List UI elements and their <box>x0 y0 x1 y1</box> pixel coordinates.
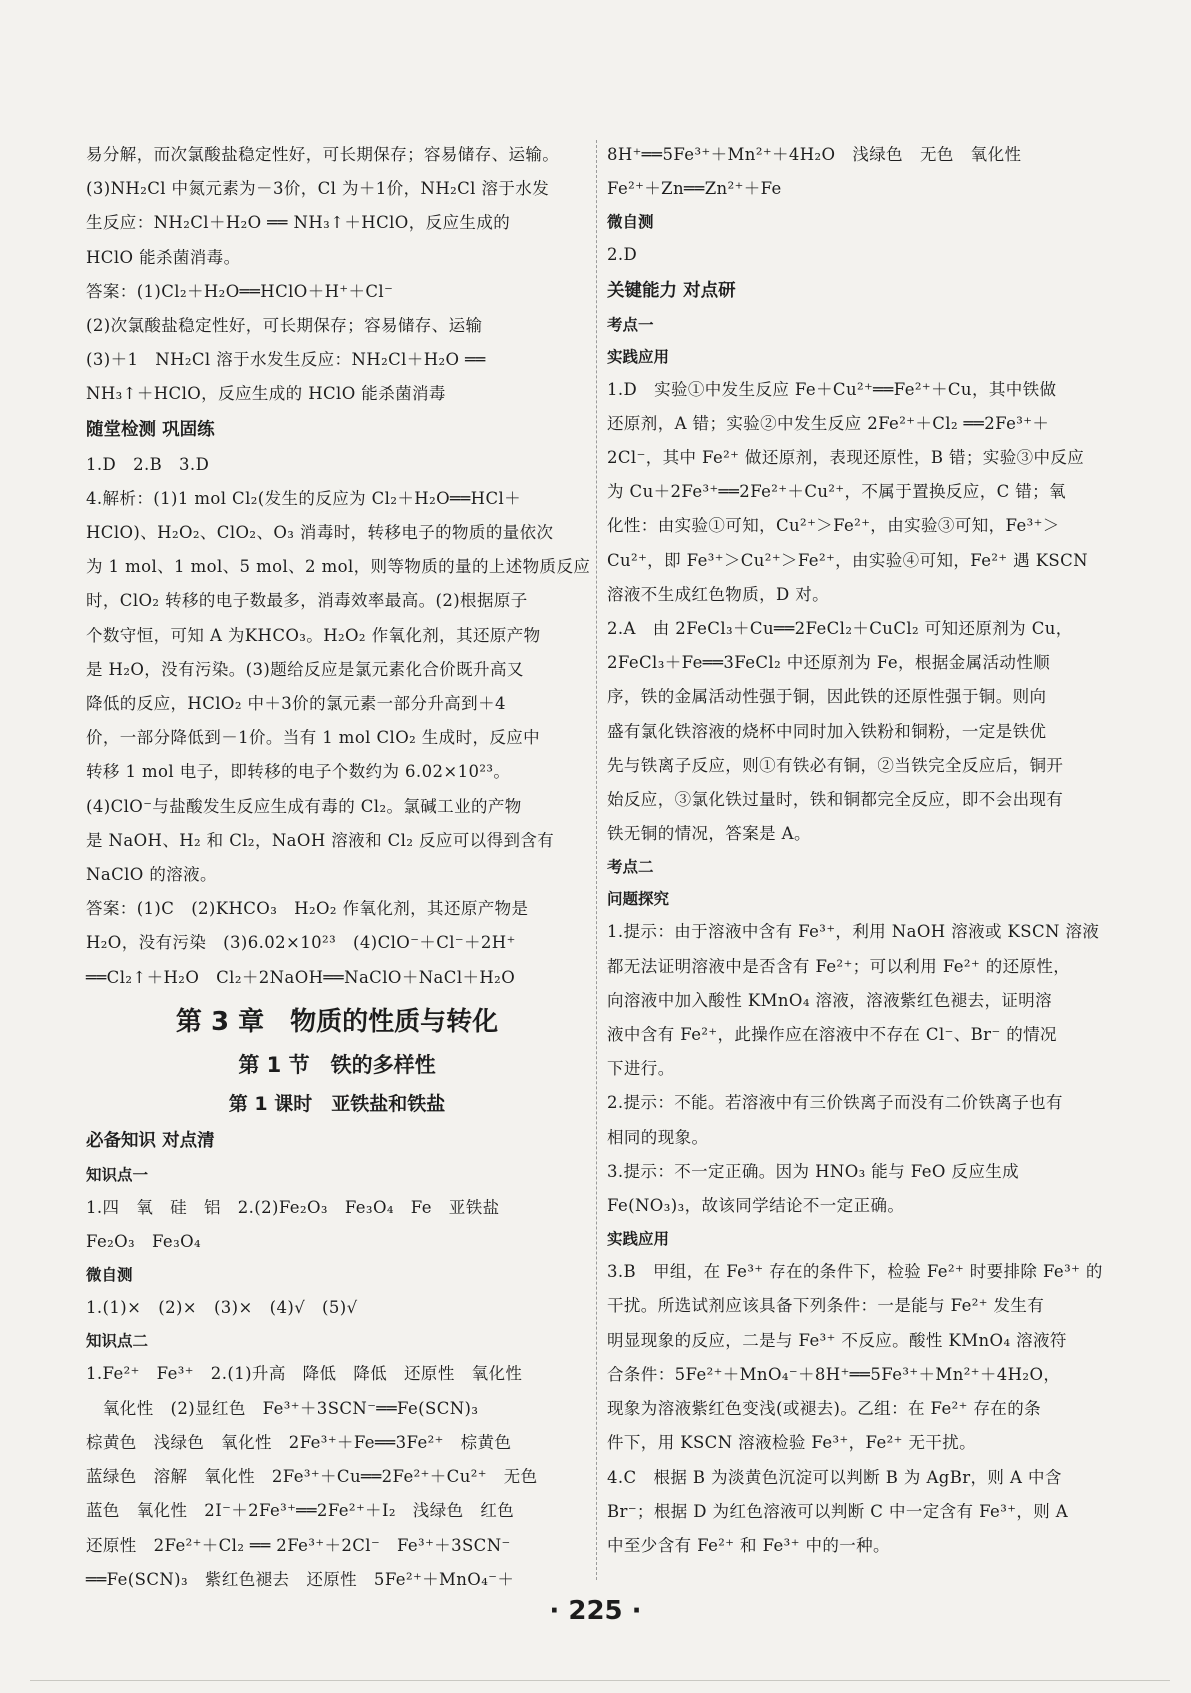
left-line-2: 生反应：NH₂Cl＋H₂O ══ NH₃↑＋HClO，反应生成的 <box>86 213 511 233</box>
left-line-1: (3)NH₂Cl 中氮元素为－3价，Cl 为＋1价，NH₂Cl 溶于水发 <box>86 179 550 199</box>
right-line-7: 1.D 实验①中发生反应 Fe＋Cu²⁺══Fe²⁺＋Cu，其中铁做 <box>607 379 1057 399</box>
right-line-37: 现象为溶液紫红色变浅(或褪去)。乙组：在 Fe²⁺ 存在的条 <box>607 1399 1041 1419</box>
left-line-17: 价，一部分降低到－1价。当有 1 mol ClO₂ 生成时，反应中 <box>86 728 541 748</box>
left-line-40: 还原性 2Fe²⁺＋Cl₂ ══ 2Fe³⁺＋2Cl⁻ Fe³⁺＋3SCN⁻ <box>86 1535 511 1555</box>
left-line-41: ══Fe(SCN)₃ 紫红色褪去 还原性 5Fe²⁺＋MnO₄⁻＋ <box>86 1569 515 1589</box>
right-sub-2: 微自测 <box>607 213 654 232</box>
right-line-35: 明显现象的反应，二是与 Fe³⁺ 不反应。酸性 KMnO₄ 溶液符 <box>607 1330 1067 1350</box>
right-line-24: 都无法证明溶液中是否含有 Fe²⁺；可以利用 Fe²⁺ 的还原性， <box>607 956 1071 976</box>
right-line-19: 始反应，③氯化铁过量时，铁和铜都完全反应，即不会出现有 <box>607 790 1064 810</box>
right-line-27: 下进行。 <box>607 1059 675 1079</box>
right-line-13: 溶液不生成红色物质，D 对。 <box>607 584 830 604</box>
left-line-0: 易分解，而次氯酸盐稳定性好，可长期保存；容易储存、运输。 <box>86 145 560 164</box>
left-line-4: 答案：(1)Cl₂＋H₂O══HClO＋H⁺＋Cl⁻ <box>86 281 394 301</box>
right-line-3: 2.D <box>607 245 638 265</box>
right-line-10: 为 Cu＋2Fe³⁺══2Fe²⁺＋Cu²⁺，不属于置换反应，C 错；氧 <box>607 482 1066 502</box>
right-head-4: 关键能力 对点研 <box>607 280 736 301</box>
left-chapter-25: 第 3 章 物质的性质与转化 <box>175 1006 499 1037</box>
right-sub-6: 实践应用 <box>607 347 670 366</box>
left-line-20: 是 NaOH、H₂ 和 Cl₂，NaOH 溶液和 Cl₂ 反应可以得到含有 <box>86 830 555 850</box>
left-line-35: 1.Fe²⁺ Fe³⁺ 2.(1)升高 降低 降低 还原性 氧化性 <box>86 1364 523 1384</box>
left-section-26: 第 1 节 铁的多样性 <box>238 1052 436 1077</box>
right-line-38: 件下，用 KSCN 溶液检验 Fe³⁺，Fe²⁺ 无干扰。 <box>607 1433 977 1453</box>
right-sub-32: 实践应用 <box>607 1230 670 1249</box>
left-line-16: 降低的反应，HClO₂ 中＋3价的氯元素一部分升高到＋4 <box>86 694 506 714</box>
left-line-21: NaClO 的溶液。 <box>86 865 217 885</box>
left-line-3: HClO 能杀菌消毒。 <box>86 247 241 267</box>
left-lesson-27: 第 1 课时 亚铁盐和铁盐 <box>228 1092 446 1115</box>
left-line-5: (2)次氯酸盐稳定性好，可长期保存；容易储存、运输 <box>86 316 483 336</box>
right-line-28: 2.提示：不能。若溶液中有三价铁离子而没有二价铁离子也有 <box>607 1093 1063 1113</box>
right-line-25: 向溶液中加入酸性 KMnO₄ 溶液，溶液紫红色褪去，证明溶 <box>607 990 1053 1010</box>
right-line-23: 1.提示：由于溶液中含有 Fe³⁺，利用 NaOH 溶液或 KSCN 溶液 <box>607 922 1100 942</box>
left-line-18: 转移 1 mol 电子，即转移的电子个数约为 6.02×10²³。 <box>86 762 511 782</box>
right-line-12: Cu²⁺，即 Fe³⁺＞Cu²⁺＞Fe²⁺，由实验④可知，Fe²⁺ 遇 KSCN <box>607 550 1088 570</box>
right-line-14: 2.A 由 2FeCl₃＋Cu══2FeCl₂＋CuCl₂ 可知还原剂为 Cu， <box>607 619 1073 639</box>
left-line-7: NH₃↑＋HClO，反应生成的 HClO 能杀菌消毒 <box>86 384 446 404</box>
left-line-13: 时，ClO₂ 转移的电子数最多，消毒效率最高。(2)根据原子 <box>86 591 528 611</box>
left-line-19: (4)ClO⁻与盐酸发生反应生成有毒的 Cl₂。氯碱工业的产物 <box>86 796 522 816</box>
right-line-11: 化性：由实验①可知，Cu²⁺＞Fe²⁺，由实验③可知，Fe³⁺＞ <box>607 516 1060 536</box>
right-sub-22: 问题探究 <box>607 890 670 909</box>
page-number: · 225 · <box>549 1596 642 1626</box>
right-line-39: 4.C 根据 B 为淡黄色沉淀可以判断 B 为 AgBr，则 A 中含 <box>607 1467 1062 1487</box>
right-line-31: Fe(NO₃)₃，故该同学结论不一定正确。 <box>607 1196 905 1216</box>
right-column <box>607 138 1105 1563</box>
right-line-16: 序，铁的金属活动性强于铜，因此铁的还原性强于铜。则向 <box>607 687 1047 707</box>
left-column <box>86 138 591 1597</box>
right-line-33: 3.B 甲组，在 Fe³⁺ 存在的条件下，检验 Fe²⁺ 时要排除 Fe³⁺ 的 <box>607 1262 1103 1282</box>
left-sub-32: 微自测 <box>86 1266 133 1285</box>
right-line-29: 相同的现象。 <box>607 1127 709 1147</box>
left-sub-34: 知识点二 <box>86 1332 149 1351</box>
right-line-18: 先与铁离子反应，则①有铁必有铜，②当铁完全反应后，铜开 <box>607 755 1064 775</box>
left-line-24: ══Cl₂↑＋H₂O Cl₂＋2NaOH══NaClO＋NaCl＋H₂O <box>86 967 516 987</box>
left-line-30: 1.四 氧 硅 铝 2.(2)Fe₂O₃ Fe₃O₄ Fe 亚铁盐 <box>86 1197 500 1217</box>
left-line-39: 蓝色 氧化性 2I⁻＋2Fe³⁺══2Fe²⁺＋I₂ 浅绿色 红色 <box>86 1501 515 1521</box>
left-line-6: (3)＋1 NH₂Cl 溶于水发生反应：NH₂Cl＋H₂O ══ <box>86 350 486 370</box>
right-line-0: 8H⁺══5Fe³⁺＋Mn²⁺＋4H₂O 浅绿色 无色 氧化性 <box>607 145 1022 164</box>
right-line-9: 2Cl⁻，其中 Fe²⁺ 做还原剂，表现还原性，B 错；实验③中反应 <box>607 448 1085 468</box>
left-line-36: 氧化性 (2)显红色 Fe³⁺＋3SCN⁻══Fe(SCN)₃ <box>86 1398 479 1418</box>
left-line-15: 是 H₂O，没有污染。(3)题给反应是氯元素化合价既升高又 <box>86 659 524 679</box>
bottom-rule <box>30 1680 1170 1681</box>
right-line-40: Br⁻；根据 D 为红色溶液可以判断 C 中一定含有 Fe³⁺，则 A <box>607 1501 1069 1521</box>
right-line-20: 铁无铜的情况，答案是 A。 <box>607 824 811 844</box>
left-line-10: 4.解析：(1)1 mol Cl₂(发生的反应为 Cl₂＋H₂O══HCl＋ <box>86 488 522 508</box>
column-divider <box>596 140 597 1580</box>
left-line-12: 为 1 mol、1 mol、5 mol、2 mol，则等物质的量的上述物质反应 <box>86 557 591 577</box>
left-sub-29: 知识点一 <box>86 1165 149 1184</box>
right-line-34: 干扰。所选试剂应该具备下列条件：一是能与 Fe²⁺ 发生有 <box>607 1296 1045 1316</box>
right-line-36: 合条件：5Fe²⁺＋MnO₄⁻＋8H⁺══5Fe³⁺＋Mn²⁺＋4H₂O， <box>607 1364 1061 1384</box>
left-head-28: 必备知识 对点清 <box>86 1130 215 1151</box>
left-line-33: 1.(1)× (2)× (3)× (4)√ (5)√ <box>86 1298 358 1318</box>
right-sub-5: 考点一 <box>607 315 654 334</box>
left-line-14: 个数守恒，可知 A 为KHCO₃。H₂O₂ 作氧化剂，其还原产物 <box>86 625 541 645</box>
right-line-41: 中至少含有 Fe²⁺ 和 Fe³⁺ 中的一种。 <box>607 1535 890 1555</box>
right-line-30: 3.提示：不一定正确。因为 HNO₃ 能与 FeO 反应生成 <box>607 1161 1020 1181</box>
right-line-1: Fe²⁺＋Zn══Zn²⁺＋Fe <box>607 179 782 199</box>
left-line-9: 1.D 2.B 3.D <box>86 454 210 474</box>
left-line-38: 蓝绿色 溶解 氧化性 2Fe³⁺＋Cu══2Fe²⁺＋Cu²⁺ 无色 <box>86 1467 538 1487</box>
right-line-15: 2FeCl₃＋Fe══3FeCl₂ 中还原剂为 Fe，根据金属活动性顺 <box>607 653 1051 673</box>
right-sub-21: 考点二 <box>607 858 654 877</box>
left-line-11: HClO)、H₂O₂、ClO₂、O₃ 消毒时，转移电子的物质的量依次 <box>86 523 554 543</box>
right-line-26: 液中含有 Fe²⁺，此操作应在溶液中不存在 Cl⁻、Br⁻ 的情况 <box>607 1025 1057 1045</box>
left-line-37: 棕黄色 浅绿色 氧化性 2Fe³⁺＋Fe══3Fe²⁺ 棕黄色 <box>86 1432 512 1452</box>
left-line-22: 答案：(1)C (2)KHCO₃ H₂O₂ 作氧化剂，其还原产物是 <box>86 899 529 919</box>
right-line-17: 盛有氯化铁溶液的烧杯中同时加入铁粉和铜粉，一定是铁优 <box>607 721 1047 741</box>
right-line-8: 还原剂，A 错；实验②中发生反应 2Fe²⁺＋Cl₂ ══2Fe³⁺＋ <box>607 413 1050 433</box>
left-head-8: 随堂检测 巩固练 <box>86 419 215 440</box>
left-line-31: Fe₂O₃ Fe₃O₄ <box>86 1232 202 1252</box>
left-line-23: H₂O，没有污染 (3)6.02×10²³ (4)ClO⁻＋Cl⁻＋2H⁺ <box>86 933 516 953</box>
